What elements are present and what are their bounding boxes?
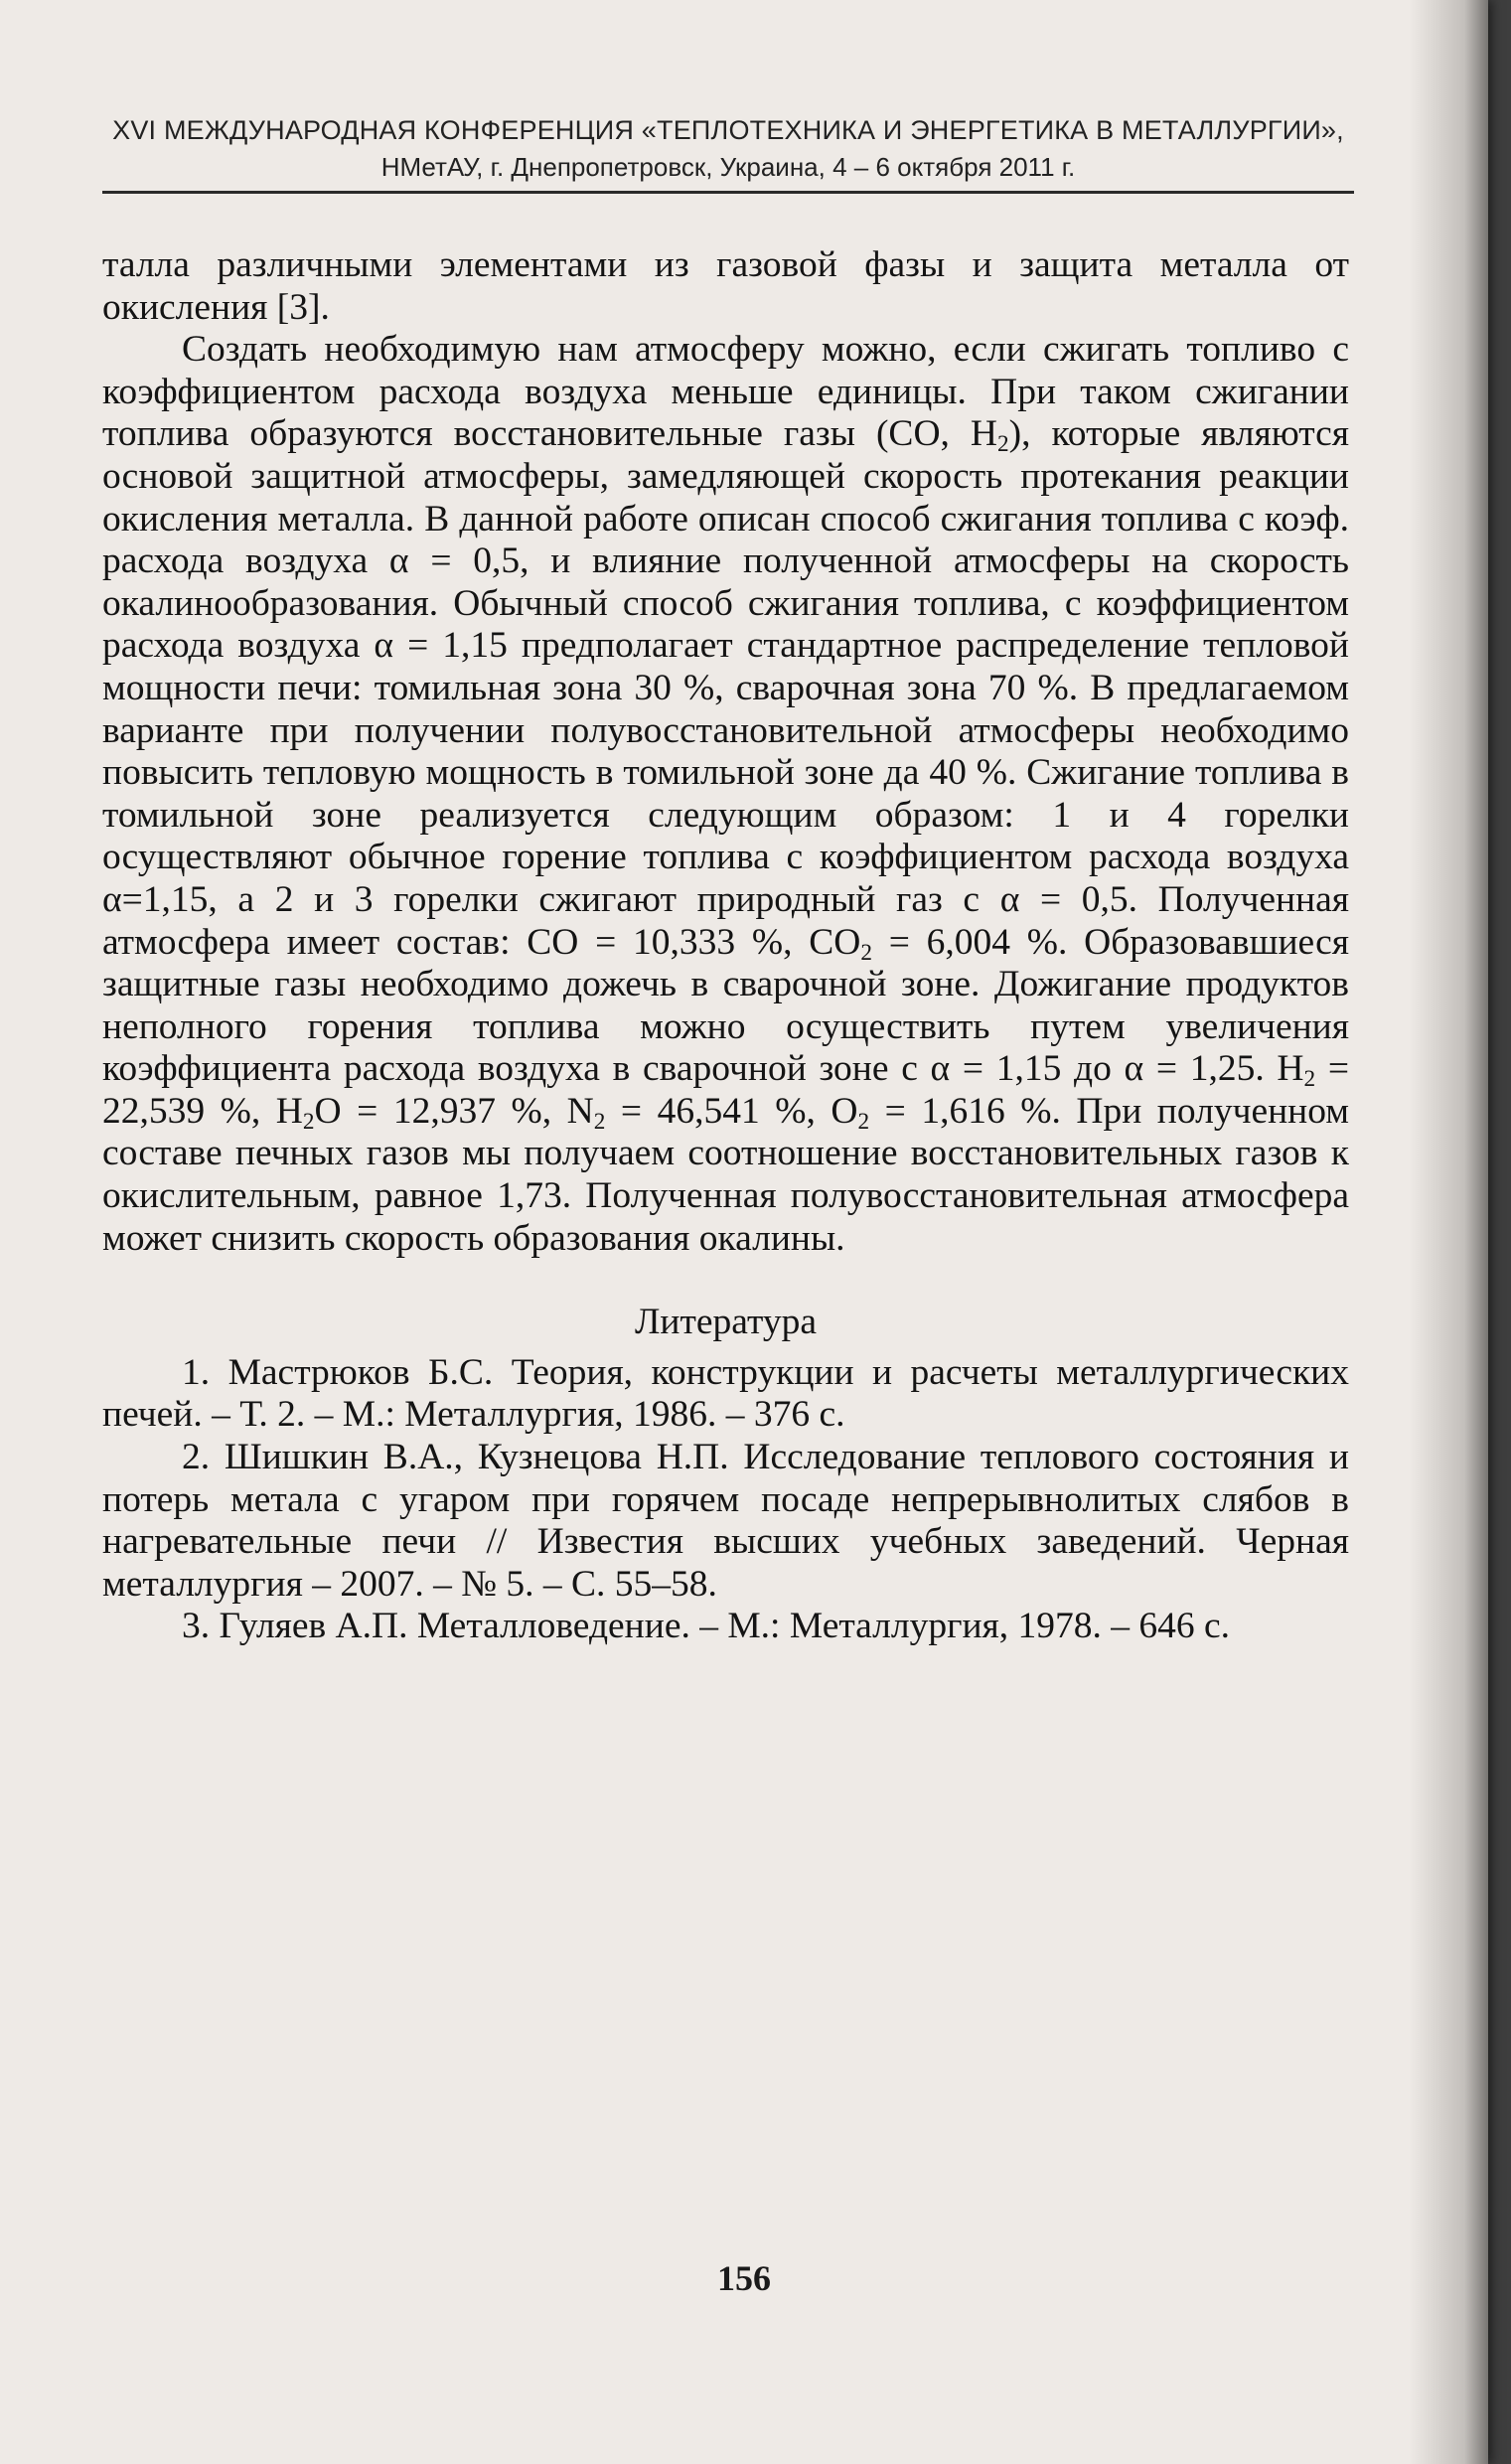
running-header xyxy=(102,115,1354,183)
gutter-shadow xyxy=(1409,0,1488,2464)
reference-item: 1. Мастрюков Б.С. Теория, конструкции и расчеты металлургических печей. – Т. 2. – М.: Металлургия, 1986. – 376 с. xyxy=(102,1351,1349,1436)
article-body xyxy=(102,244,1349,1648)
header-divider xyxy=(102,191,1354,194)
reference-item: 2. Шишкин В.А., Кузнецова Н.П. Исследование теплового состояния и потерь метала с угаром при горячем посаде непрерывнолитых слябов в нагревательные печи // Известия высших учебных заведений. Черная металлургия – 2007. – № 5. – С. 55–58. xyxy=(102,1437,1349,1605)
conference-title: XVI МЕЖДУНАРОДНАЯ КОНФЕРЕНЦИЯ «ТЕПЛОТЕХНИКА И ЭНЕРГЕТИКА В МЕТАЛЛУРГИИ», xyxy=(112,115,1344,145)
page-number: 156 xyxy=(717,2258,771,2298)
paragraph-continuation: талла различными элементами из газовой фазы и защита металла от окисления [3]. xyxy=(102,244,1349,328)
reference-item: 3. Гуляев А.П. Металловедение. – М.: Металлургия, 1978. – 646 с. xyxy=(182,1606,1231,1647)
literature-heading: Литература xyxy=(635,1302,817,1343)
paragraph-main: Создать необходимую нам атмосферу можно, если сжигать топливо с коэффициентом расхода воздуха меньше единицы. При таком сжигании топлива образуются восстановительные газы (CO, $H_2$), которые являются основой защитной атмосферы, замедляющей скорость протекания реакции окисления металла. В данной работе описан способ сжигания топлива с коэф. расхода воздуха α = 0,5, и влияние полученной атмосферы на скорость окалинообразования. Обычный способ сжигания топлива, с коэффициентом расхода воздуха α = 1,15 предполагает стандартное распределение тепловой мощности печи: томильная зона 30 %, сварочная зона 70 %. В предлагаемом варианте при получении полувосстановительной атмосферы необходимо повысить тепловую мощность в томильной зоне да 40 %. Сжигание топлива в томильной зоне реализуется следующим образом: 1 и 4 горелки осуществляют обычное горение топлива с коэффициентом расхода воздуха α=1,15, а 2 и 3 горелки сжигают природный газ с α = 0,5. Полученная атмосфера имеет состав: CO = 10,333 %, $CO_2 = 6,004$ %. Образовавшиеся защитные газы необходимо дожечь в сварочной зоне. Дожигание продуктов неполного горения топлива можно осуществить путем увеличения коэффициента расхода воздуха в сварочной зоне с α = 1,15 до α = 1,25. $H_2 = 22,539$ %, $H_2O = 12,937$ %, $N_2 = 46,541$ %, $O_2 = 1,616$ %. При полученном составе печных газов мы получаем соотношение восстановительных газов к окислительным, равное 1,73. Полученная полувосстановительная атмосфера может снизить скорость образования окалины. xyxy=(102,329,1350,1259)
conference-location: НМетАУ, г. Днепропетровск, Украина, 4 – 6 октября 2011 г. xyxy=(380,152,1076,182)
